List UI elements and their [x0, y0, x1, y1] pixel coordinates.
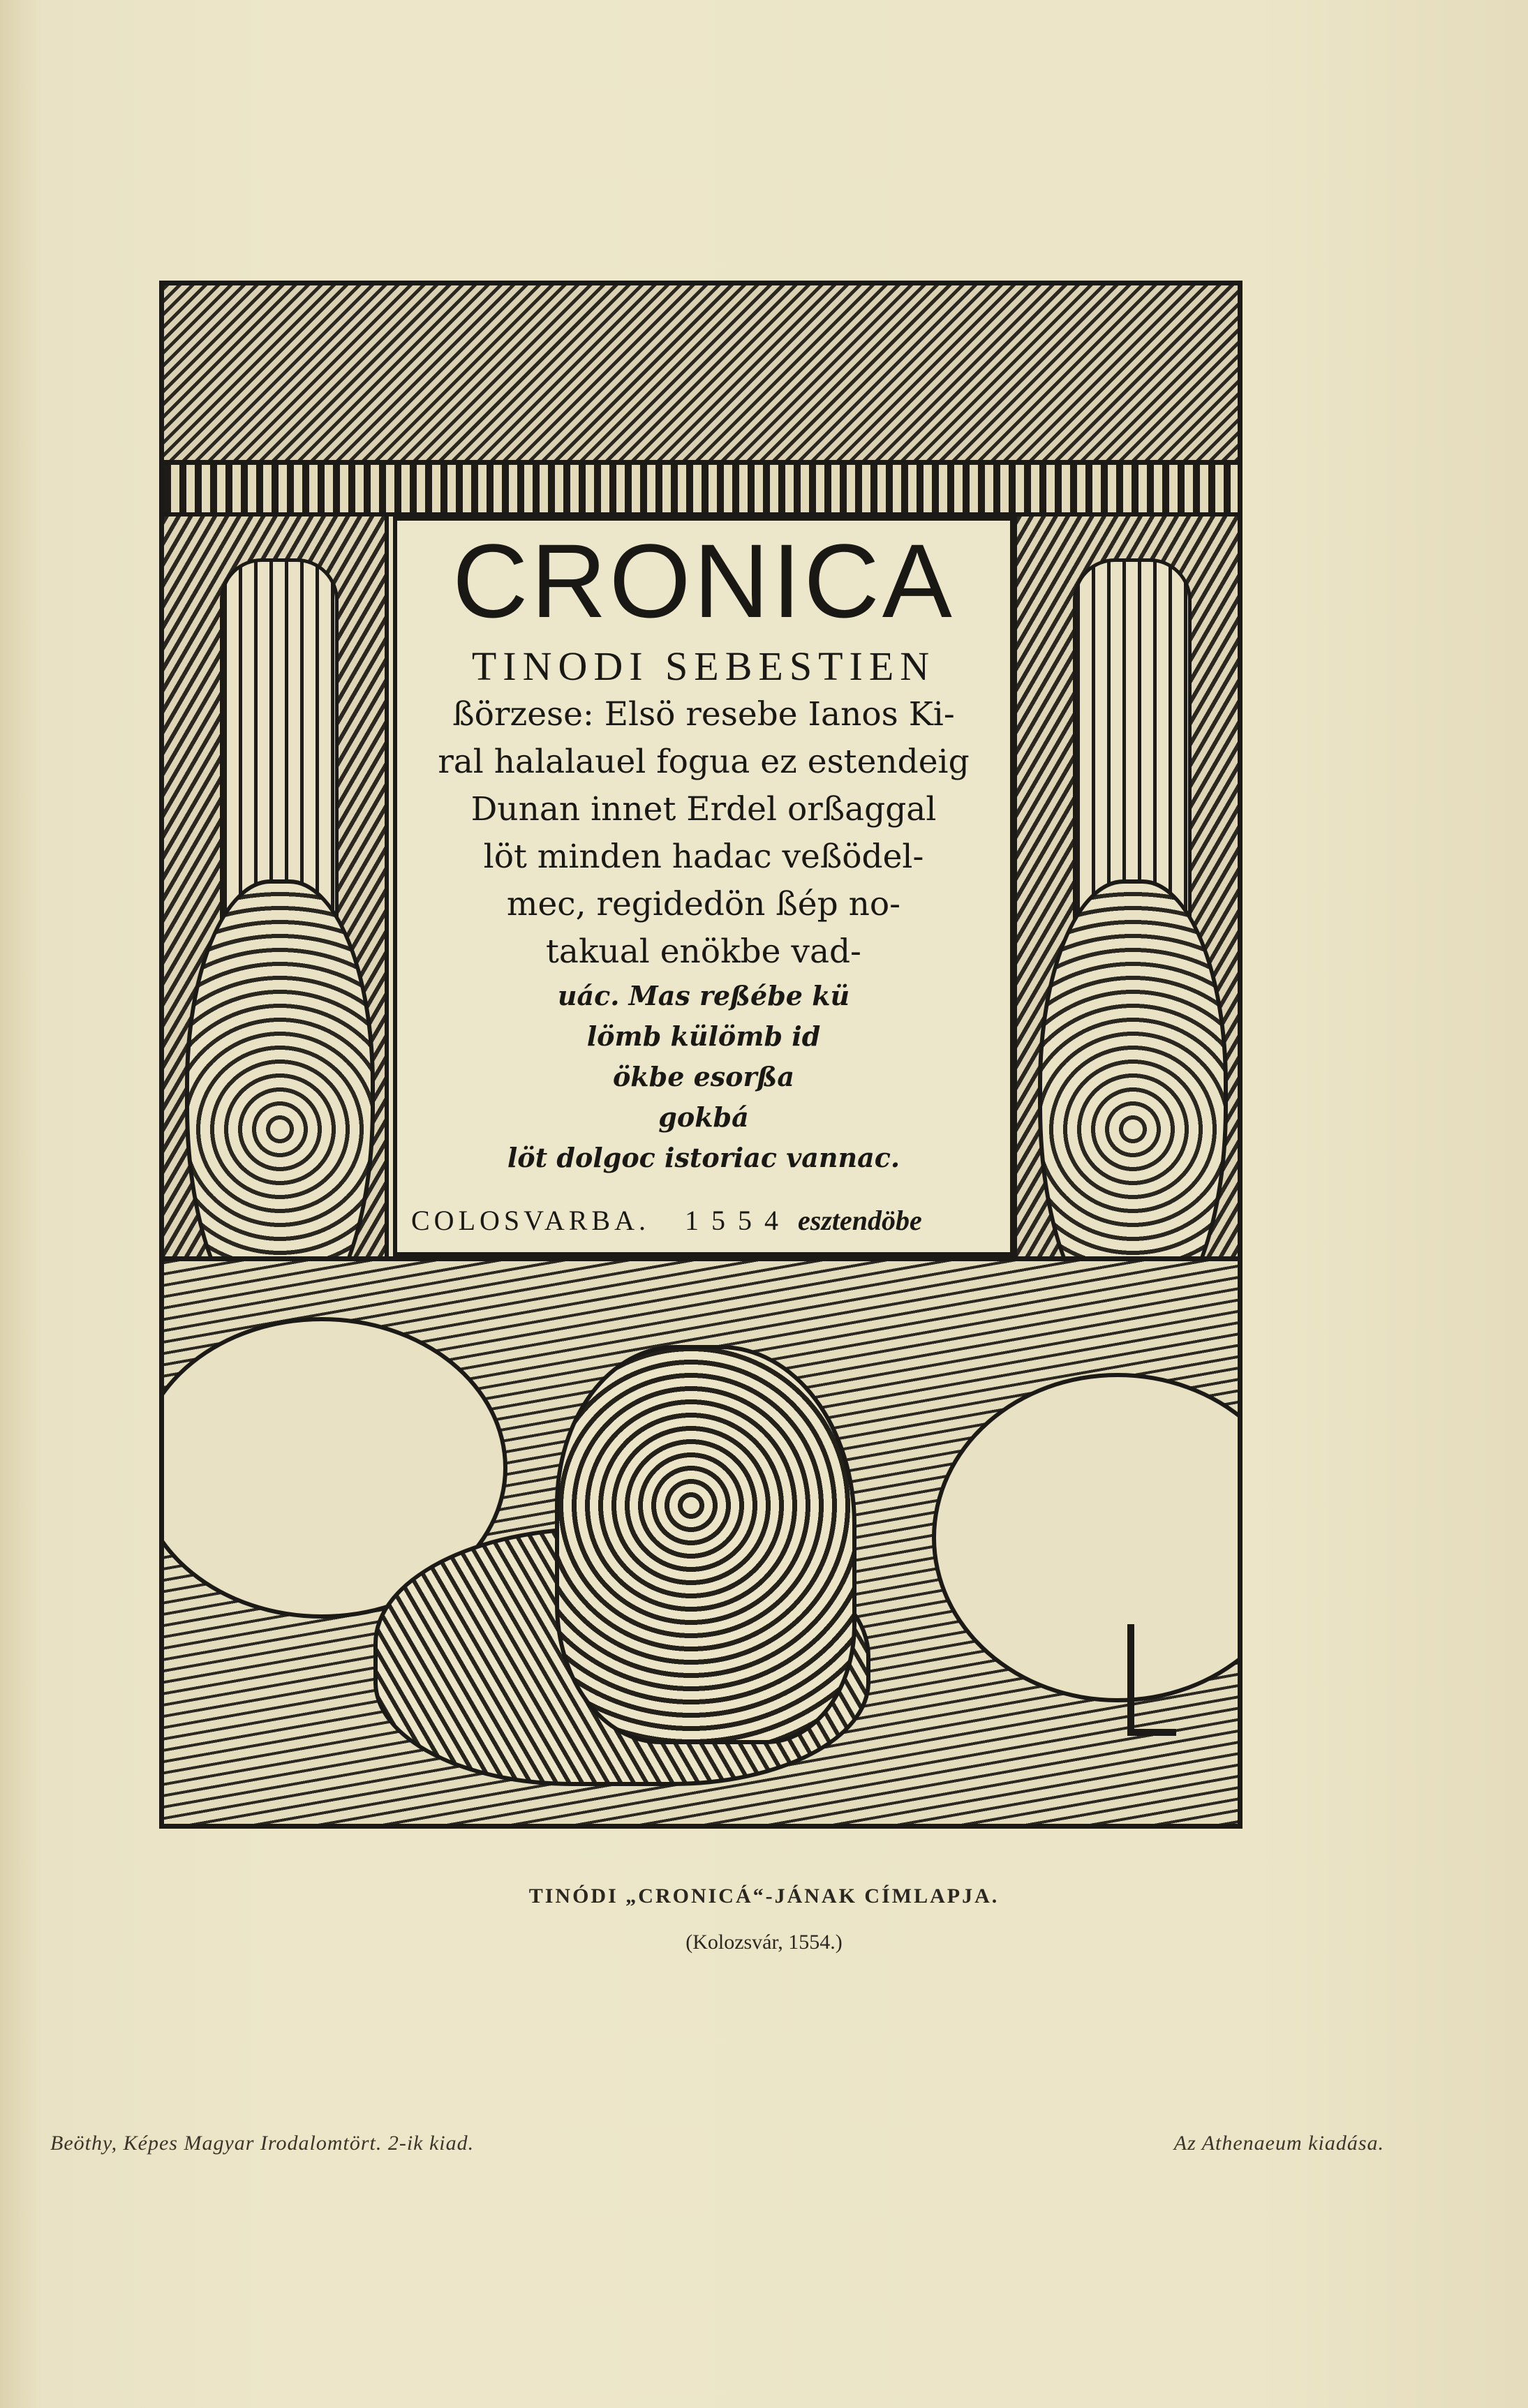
imprint-tail: esztendöbe [798, 1205, 922, 1236]
title-line-small: ökbe esorßa [612, 1061, 795, 1092]
plate-caption: TINÓDI „CRONICÁ“-JÁNAK CÍMLAPJA. [528, 1885, 1000, 1908]
footer-publisher: Az Athenaeum kiadása. [1173, 2132, 1384, 2155]
imprint-place: COLOSVARBA. [411, 1205, 650, 1236]
title-line: ßörzese: Elsö resebe Ianos Ki- [452, 695, 955, 734]
woodcut-title-page [159, 281, 1243, 1829]
book-author: TINODI SEBESTIEN [471, 644, 936, 689]
footer-source: Beöthy, Képes Magyar Irodalomtört. 2-ik kiad. [50, 2132, 475, 2155]
title-line-small: gokbá [658, 1101, 749, 1133]
title-line-small: löt dolgoc istoriac vannac. [507, 1142, 900, 1173]
top-ornament-band [164, 285, 1238, 465]
samson-figure [555, 1345, 856, 1744]
decorative-frieze [164, 465, 1238, 516]
woodcut-scene-samson-lion [164, 1256, 1238, 1829]
title-line: takual enökbe vad- [546, 932, 861, 971]
imprint [411, 1204, 996, 1237]
hill-right [932, 1373, 1243, 1702]
title-line: mec, regidedön ßép no- [506, 885, 901, 923]
artist-monogram [1127, 1624, 1176, 1736]
title-line: Dunan innet Erdel orßaggal [470, 790, 937, 828]
book-title: CRONICA [452, 522, 955, 639]
title-line-small: lömb külömb id [586, 1020, 821, 1052]
title-line-small: uác. Mas reßébe kü [557, 980, 850, 1011]
title-panel [393, 516, 1014, 1256]
title-line: löt minden hadac veßödel- [483, 838, 924, 876]
plate-caption-place-date: (Kolozsvár, 1554.) [685, 1931, 843, 1954]
title-line: ral halalauel fogua ez estendeig [438, 743, 970, 781]
imprint-year: 1554 [685, 1205, 791, 1236]
